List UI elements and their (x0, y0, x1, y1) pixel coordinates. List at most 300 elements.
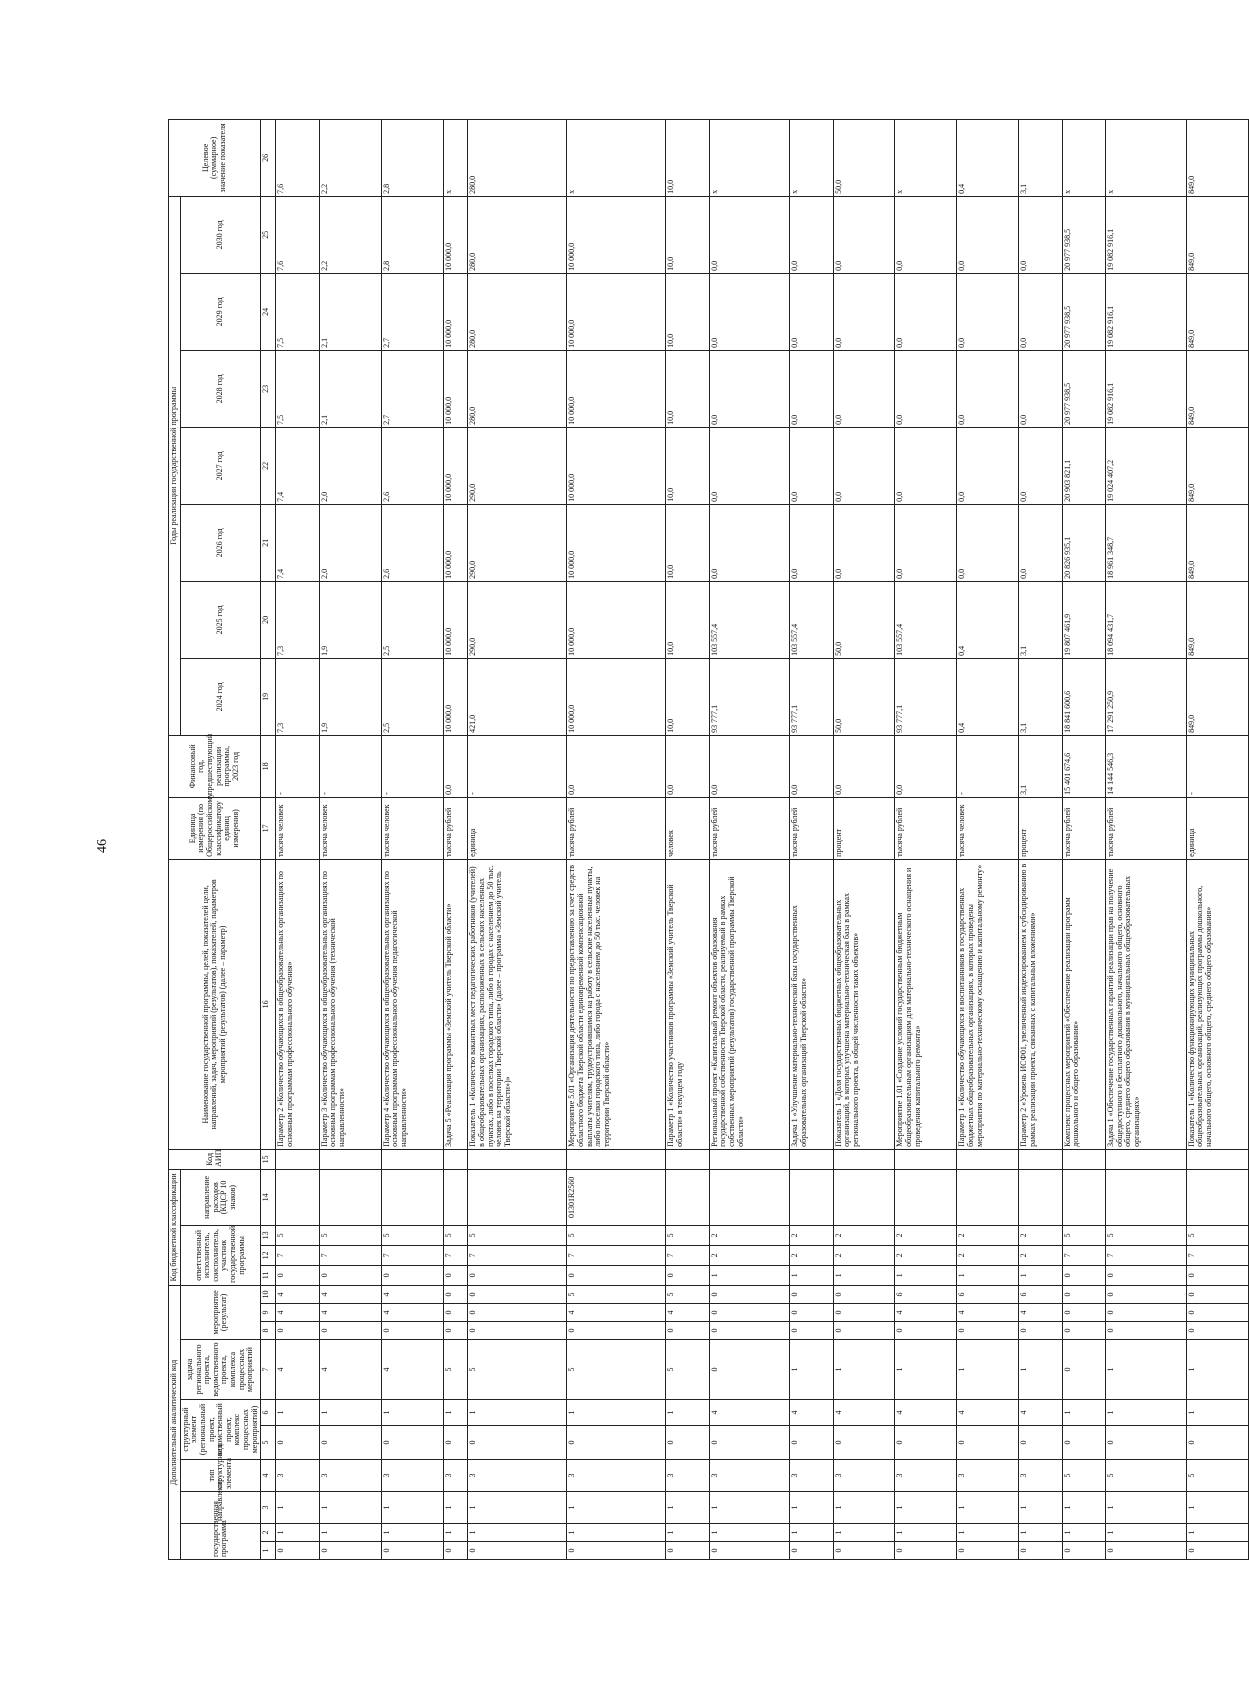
header-target: Целевое (суммарное) значение показателя (169, 119, 261, 196)
target-value-cell: 2,2 (319, 119, 381, 196)
header-expense: направление расходов (КЦСР 10 знаков) (180, 1169, 261, 1225)
year-value-cell: 20 826 935,1 (1062, 504, 1105, 581)
code-cell: 1 (790, 1340, 833, 1400)
year-value-cell: 10 000,0 (443, 581, 468, 658)
target-value-cell: 0,4 (957, 119, 1019, 196)
code-cell: 1 (1106, 1400, 1186, 1426)
code-cell: 0 (381, 1542, 443, 1560)
table-container (168, 120, 1213, 1560)
code-cell: 0 (709, 1304, 789, 1322)
fin-year-cell: 0,0 (567, 735, 666, 797)
code-cell: 0 (443, 1426, 468, 1460)
target-value-cell: 10,0 (666, 119, 709, 196)
target-value-cell: 280,0 (468, 119, 567, 196)
code-cell: 1 (381, 1524, 443, 1542)
code-cell: 0 (1186, 1304, 1248, 1322)
code-cell: 1 (443, 1524, 468, 1542)
code-cell: 0 (1019, 1542, 1062, 1560)
column-number: 24 (261, 273, 276, 350)
item-name-cell: Параметр 4 «Количество обучающихся в общеобразовательных организациях по основным программам профессионального обучения педагогической направленности» (381, 859, 443, 1149)
year-value-cell: 2,0 (319, 504, 381, 581)
code-cell: 1 (319, 1492, 381, 1524)
code-cell: 4 (957, 1304, 1019, 1322)
unit-cell: тысяча человек (276, 797, 319, 859)
code-cell: 0 (790, 1542, 833, 1560)
year-value-cell: 0,0 (895, 350, 957, 427)
expense-code-cell (468, 1169, 567, 1225)
code-cell: 0 (790, 1285, 833, 1303)
code-cell: 5 (319, 1225, 381, 1245)
page-number: 46 (95, 839, 110, 853)
code-cell: 0 (1106, 1265, 1186, 1285)
column-number: 7 (261, 1340, 276, 1400)
code-cell: 2 (957, 1225, 1019, 1245)
fin-year-cell: 0,0 (790, 735, 833, 797)
year-value-cell: 0,0 (1019, 504, 1062, 581)
code-cell: 4 (1019, 1304, 1062, 1322)
code-cell: 0 (319, 1265, 381, 1285)
year-value-cell: 0,0 (1019, 427, 1062, 504)
code-cell: 1 (957, 1492, 1019, 1524)
code-cell: 0 (895, 1426, 957, 1460)
year-value-cell: 1,9 (319, 581, 381, 658)
code-cell: 3 (443, 1460, 468, 1492)
code-cell: 0 (1106, 1285, 1186, 1303)
code-cell: 3 (468, 1460, 567, 1492)
code-cell: 5 (1062, 1460, 1105, 1492)
header-gp: государственная программа (180, 1524, 261, 1560)
code-cell: 5 (381, 1225, 443, 1245)
year-value-cell: 10 000,0 (443, 658, 468, 735)
code-cell: 0 (666, 1542, 709, 1560)
code-cell: 0 (1106, 1322, 1186, 1340)
code-cell: 1 (276, 1524, 319, 1542)
code-cell: 4 (833, 1400, 895, 1426)
code-cell: 2 (895, 1225, 957, 1245)
item-name-cell: Задача 1 «Улучшение материально-технической базы государственных образовательных организаций Тверской области» (790, 859, 833, 1149)
code-cell: 3 (709, 1460, 789, 1492)
table-row (790, 119, 833, 1559)
fin-year-cell: 0,0 (833, 735, 895, 797)
target-value-cell: х (895, 119, 957, 196)
code-cell: 7 (1106, 1245, 1186, 1265)
year-value-cell: 849,0 (1186, 196, 1248, 273)
code-cell: 5 (1106, 1225, 1186, 1245)
fin-year-cell: 0,0 (443, 735, 468, 797)
code-cell: 1 (381, 1492, 443, 1524)
item-name-cell: Параметр 1 «Количество обучающихся и воспитанников в государственных бюджетных общеобразовательных организациях, в которых проведены мероприятия по материально-техническому оснащению и капитальному ремонту» (957, 859, 1019, 1149)
ait-cell (381, 1149, 443, 1169)
code-cell: 0 (709, 1322, 789, 1340)
ait-cell (1106, 1149, 1186, 1169)
code-cell: 4 (895, 1400, 957, 1426)
item-name-cell: Параметр 2 «Количество обучающихся в общеобразовательных организациях по основным программам профессионального обучения» (276, 859, 319, 1149)
code-cell: 2 (833, 1225, 895, 1245)
code-cell: 0 (957, 1542, 1019, 1560)
item-name-cell: Показатель 1 «Количество функционирующих муниципальных общеобразовательных организаций, реализующих программы дошкольного, начального общего, основного общего, среднего общего образования» (1186, 859, 1248, 1149)
code-cell: 1 (895, 1265, 957, 1285)
target-value-cell: х (790, 119, 833, 196)
table-row (709, 119, 789, 1559)
code-cell: 4 (666, 1304, 709, 1322)
code-cell: 1 (1062, 1400, 1105, 1426)
year-value-cell: 0,4 (957, 658, 1019, 735)
code-cell: 0 (833, 1542, 895, 1560)
year-value-cell: 0,0 (790, 273, 833, 350)
year-value-cell: 10 000,0 (567, 581, 666, 658)
code-cell: 1 (895, 1340, 957, 1400)
year-value-cell: 0,0 (1019, 273, 1062, 350)
target-value-cell: 2,8 (381, 119, 443, 196)
year-value-cell: 2,5 (381, 658, 443, 735)
year-value-cell: 103 557,4 (709, 581, 789, 658)
code-cell: 0 (666, 1265, 709, 1285)
year-value-cell: 2,7 (381, 273, 443, 350)
year-value-cell: 10 000,0 (567, 196, 666, 273)
code-cell: 1 (790, 1524, 833, 1542)
code-cell: 3 (833, 1460, 895, 1492)
code-cell: 0 (1062, 1265, 1105, 1285)
code-cell: 2 (1019, 1245, 1062, 1265)
code-cell: 1 (1019, 1265, 1062, 1285)
expense-code-cell (1019, 1169, 1062, 1225)
code-cell: 2 (709, 1245, 789, 1265)
code-cell: 0 (443, 1304, 468, 1322)
item-name-cell: Комплекс процессных мероприятий «Обеспечение реализации программ дошкольного и общего образования» (1062, 859, 1105, 1149)
year-value-cell: 93 777,1 (709, 658, 789, 735)
year-value-cell: 20 903 821,1 (1062, 427, 1105, 504)
code-cell: 1 (666, 1400, 709, 1426)
code-cell: 0 (468, 1265, 567, 1285)
code-cell: 1 (1186, 1524, 1248, 1542)
code-cell: 0 (709, 1542, 789, 1560)
year-value-cell: 20 977 938,5 (1062, 273, 1105, 350)
code-cell: 1 (1106, 1524, 1186, 1542)
column-number: 8 (261, 1322, 276, 1340)
header-year-2028: 2028 год (180, 350, 261, 427)
year-value-cell: 280,0 (468, 350, 567, 427)
year-value-cell: 0,0 (833, 273, 895, 350)
column-number: 10 (261, 1285, 276, 1303)
code-cell: 1 (319, 1524, 381, 1542)
fin-year-cell: - (276, 735, 319, 797)
code-cell: 0 (1062, 1542, 1105, 1560)
code-cell: 1 (895, 1524, 957, 1542)
table-row (833, 119, 895, 1559)
unit-cell: процент (833, 797, 895, 859)
code-cell: 5 (666, 1225, 709, 1245)
code-cell: 1 (443, 1400, 468, 1426)
code-cell: 1 (468, 1524, 567, 1542)
code-cell: 0 (957, 1322, 1019, 1340)
table-row (468, 119, 567, 1559)
code-cell: 1 (1186, 1492, 1248, 1524)
code-cell: 1 (709, 1492, 789, 1524)
code-cell: 1 (468, 1492, 567, 1524)
code-cell: 1 (709, 1524, 789, 1542)
column-number: 4 (261, 1460, 276, 1492)
column-number: 6 (261, 1400, 276, 1426)
year-value-cell: 7,6 (276, 196, 319, 273)
code-cell: 1 (1106, 1492, 1186, 1524)
code-cell: 0 (1186, 1285, 1248, 1303)
table-row (567, 119, 666, 1559)
target-value-cell: х (567, 119, 666, 196)
year-value-cell: 10 000,0 (443, 273, 468, 350)
code-cell: 1 (833, 1492, 895, 1524)
code-cell: 1 (1186, 1400, 1248, 1426)
header-row-1 (169, 119, 181, 1559)
year-value-cell: 0,0 (709, 504, 789, 581)
year-value-cell: 10,0 (666, 581, 709, 658)
code-cell: 7 (666, 1245, 709, 1265)
item-name-cell: Мероприятие 1.01 «Создание условий государственным бюджетным общеобразовательным организациям для материально-технического оснащения и проведения капитального ремонта» (895, 859, 957, 1149)
code-cell: 4 (957, 1400, 1019, 1426)
expense-code-cell (1062, 1169, 1105, 1225)
code-cell: 1 (1062, 1524, 1105, 1542)
expense-code-cell (1106, 1169, 1186, 1225)
expense-code-cell (709, 1169, 789, 1225)
expense-code-cell (895, 1169, 957, 1225)
code-cell: 0 (1019, 1426, 1062, 1460)
program-table (168, 119, 1249, 1560)
year-value-cell: 0,0 (833, 427, 895, 504)
code-cell: 3 (790, 1460, 833, 1492)
code-cell: 0 (1062, 1426, 1105, 1460)
code-cell: 3 (957, 1460, 1019, 1492)
year-value-cell: 0,0 (790, 350, 833, 427)
year-value-cell: 849,0 (1186, 427, 1248, 504)
unit-cell: тысяча рублей (790, 797, 833, 859)
item-name-cell: Параметр 3 «Количество обучающихся в общеобразовательных организациях по основным программам профессионального обучения (технической направленности» (319, 859, 381, 1149)
year-value-cell: 280,0 (468, 196, 567, 273)
item-name-cell: Параметр 2 «Уровень ИСФ01, увеличенный индексированием к субсидированию в рамках реализации проекта, связанных с капитальным вложениями» (1019, 859, 1062, 1149)
year-value-cell: 10,0 (666, 504, 709, 581)
table-row (319, 119, 381, 1559)
year-value-cell: 19 082 916,1 (1106, 350, 1186, 427)
code-cell: 7 (1062, 1245, 1105, 1265)
code-cell: 4 (381, 1285, 443, 1303)
code-cell: 0 (833, 1322, 895, 1340)
year-value-cell: 2,6 (381, 427, 443, 504)
code-cell: 1 (666, 1524, 709, 1542)
code-cell: 5 (1106, 1460, 1186, 1492)
code-cell: 7 (276, 1245, 319, 1265)
code-cell: 0 (1062, 1340, 1105, 1400)
header-year-2030: 2030 год (180, 196, 261, 273)
year-value-cell: 10,0 (666, 658, 709, 735)
code-cell: 0 (381, 1426, 443, 1460)
year-value-cell: 0,0 (1019, 196, 1062, 273)
year-value-cell: 50,0 (833, 581, 895, 658)
fin-year-cell: 3,1 (1019, 735, 1062, 797)
year-value-cell: 0,0 (709, 350, 789, 427)
code-cell: 5 (1186, 1225, 1248, 1245)
column-number-row (261, 119, 276, 1559)
column-number: 25 (261, 196, 276, 273)
item-name-cell: Региональный проект «Капитальный ремонт объектов образования государственной собственности Тверской области, реализуемый в рамках собственных мероприятий (результатов) государственной программы Тверской области» (709, 859, 789, 1149)
fin-year-cell: 0,0 (709, 735, 789, 797)
code-cell: 1 (833, 1265, 895, 1285)
header-years-group: Годы реализации государственной программы (169, 196, 181, 735)
code-cell: 4 (1019, 1400, 1062, 1426)
code-cell: 0 (790, 1322, 833, 1340)
year-value-cell: 19 082 916,1 (1106, 196, 1186, 273)
code-cell: 0 (666, 1426, 709, 1460)
code-cell: 0 (276, 1265, 319, 1285)
column-number: 17 (261, 797, 276, 859)
code-cell: 5 (276, 1225, 319, 1245)
year-value-cell: 0,0 (957, 427, 1019, 504)
code-cell: 0 (319, 1542, 381, 1560)
year-value-cell: 2,0 (319, 427, 381, 504)
fin-year-cell: 15 401 674,6 (1062, 735, 1105, 797)
column-number: 1 (261, 1542, 276, 1560)
code-cell: 0 (1186, 1426, 1248, 1460)
expense-code-cell (319, 1169, 381, 1225)
year-value-cell: 2,7 (381, 350, 443, 427)
unit-cell: тысяча человек (957, 797, 1019, 859)
code-cell: 0 (381, 1322, 443, 1340)
code-cell: 0 (468, 1304, 567, 1322)
fin-year-cell: 0,0 (666, 735, 709, 797)
year-value-cell: 19 024 407,2 (1106, 427, 1186, 504)
code-cell: 1 (957, 1340, 1019, 1400)
code-cell: 1 (1106, 1340, 1186, 1400)
table-row (957, 119, 1019, 1559)
code-cell: 4 (276, 1340, 319, 1400)
code-cell: 4 (790, 1400, 833, 1426)
column-number: 23 (261, 350, 276, 427)
year-value-cell: 0,0 (790, 504, 833, 581)
year-value-cell: 0,0 (833, 504, 895, 581)
code-cell: 0 (567, 1542, 666, 1560)
year-value-cell: 10 000,0 (567, 273, 666, 350)
ait-cell (833, 1149, 895, 1169)
unit-cell: процент (1019, 797, 1062, 859)
code-cell: 5 (666, 1340, 709, 1400)
year-value-cell: 10 000,0 (567, 350, 666, 427)
code-cell: 0 (1186, 1542, 1248, 1560)
code-cell: 0 (1019, 1322, 1062, 1340)
code-cell: 1 (1186, 1340, 1248, 1400)
code-cell: 0 (709, 1426, 789, 1460)
code-cell: 2 (709, 1225, 789, 1245)
code-cell: 0 (567, 1322, 666, 1340)
expense-code-cell: 01301R2560 (567, 1169, 666, 1225)
target-value-cell: х (709, 119, 789, 196)
unit-cell: тысяча рублей (443, 797, 468, 859)
year-value-cell: 7,3 (276, 581, 319, 658)
code-cell: 0 (381, 1265, 443, 1285)
column-number: 22 (261, 427, 276, 504)
fin-year-cell: - (1186, 735, 1248, 797)
year-value-cell: 10,0 (666, 273, 709, 350)
unit-cell: единица (468, 797, 567, 859)
code-cell: 0 (443, 1285, 468, 1303)
code-cell: 1 (468, 1400, 567, 1426)
year-value-cell: 2,8 (381, 196, 443, 273)
item-name-cell: Задача 5 «Реализация программы «Земский учитель Тверской области» (443, 859, 468, 1149)
column-number: 12 (261, 1245, 276, 1265)
year-value-cell: 0,0 (833, 196, 895, 273)
code-cell: 3 (666, 1460, 709, 1492)
year-value-cell: 10 000,0 (443, 350, 468, 427)
code-cell: 2 (833, 1245, 895, 1265)
code-cell: 4 (895, 1304, 957, 1322)
code-cell: 0 (709, 1285, 789, 1303)
column-number: 18 (261, 735, 276, 797)
code-cell: 2 (895, 1245, 957, 1265)
fin-year-cell: 0,0 (895, 735, 957, 797)
code-cell: 4 (567, 1304, 666, 1322)
code-cell: 3 (319, 1460, 381, 1492)
year-value-cell: 2,6 (381, 504, 443, 581)
expense-code-cell (443, 1169, 468, 1225)
code-cell: 1 (276, 1400, 319, 1426)
table-row (666, 119, 709, 1559)
year-value-cell: 0,0 (709, 196, 789, 273)
code-cell: 5 (1186, 1460, 1248, 1492)
code-cell: 0 (319, 1426, 381, 1460)
unit-cell: тысяча рублей (1062, 797, 1105, 859)
year-value-cell: 0,4 (957, 581, 1019, 658)
code-cell: 3 (381, 1460, 443, 1492)
year-value-cell: 10 000,0 (443, 196, 468, 273)
header-ait: Код АИП (169, 1149, 261, 1169)
unit-cell: тысяча рублей (709, 797, 789, 859)
code-cell: 7 (443, 1245, 468, 1265)
unit-cell: тысяча рублей (1106, 797, 1186, 859)
code-cell: 5 (567, 1340, 666, 1400)
code-cell: 4 (319, 1285, 381, 1303)
year-value-cell: 93 777,1 (790, 658, 833, 735)
year-value-cell: 10 000,0 (567, 427, 666, 504)
year-value-cell: 10,0 (666, 196, 709, 273)
header-year-2029: 2029 год (180, 273, 261, 350)
year-value-cell: 2,2 (319, 196, 381, 273)
code-cell: 5 (443, 1225, 468, 1245)
expense-code-cell (381, 1169, 443, 1225)
header-struct-elem: структурный элемент (региональный проект, ведомственный проект, комплекс процессных мероприятий) (180, 1400, 261, 1460)
year-value-cell: 2,1 (319, 273, 381, 350)
year-value-cell: 10 000,0 (443, 504, 468, 581)
column-number: 11 (261, 1265, 276, 1285)
item-name-cell: Показатель 1 «Количество вакантных мест педагогических работников (учителей) в общеобразовательных организациях, расположенных в сельских населенных пунктах, либо в поселках городского типа, либо в городах с населением до 50 тыс. человек на территории Тверской области» (далее – программа «Земский учитель Тверской области»)» (468, 859, 567, 1149)
code-cell: 4 (276, 1285, 319, 1303)
code-cell: 0 (567, 1265, 666, 1285)
year-value-cell: 18 094 431,7 (1106, 581, 1186, 658)
code-cell: 1 (790, 1265, 833, 1285)
year-value-cell: 18 841 600,6 (1062, 658, 1105, 735)
code-cell: 6 (957, 1285, 1019, 1303)
header-year-2026: 2026 год (180, 504, 261, 581)
ait-cell (1186, 1149, 1248, 1169)
year-value-cell: 280,0 (468, 273, 567, 350)
year-value-cell: 7,5 (276, 273, 319, 350)
table-row (276, 119, 319, 1559)
year-value-cell: 0,0 (895, 504, 957, 581)
column-number: 13 (261, 1225, 276, 1245)
year-value-cell: 2,5 (381, 581, 443, 658)
year-value-cell: 103 557,4 (895, 581, 957, 658)
year-value-cell: 0,0 (833, 350, 895, 427)
code-cell: 0 (443, 1542, 468, 1560)
code-cell: 0 (443, 1265, 468, 1285)
header-year-2025: 2025 год (180, 581, 261, 658)
column-number: 26 (261, 119, 276, 196)
expense-code-cell (790, 1169, 833, 1225)
